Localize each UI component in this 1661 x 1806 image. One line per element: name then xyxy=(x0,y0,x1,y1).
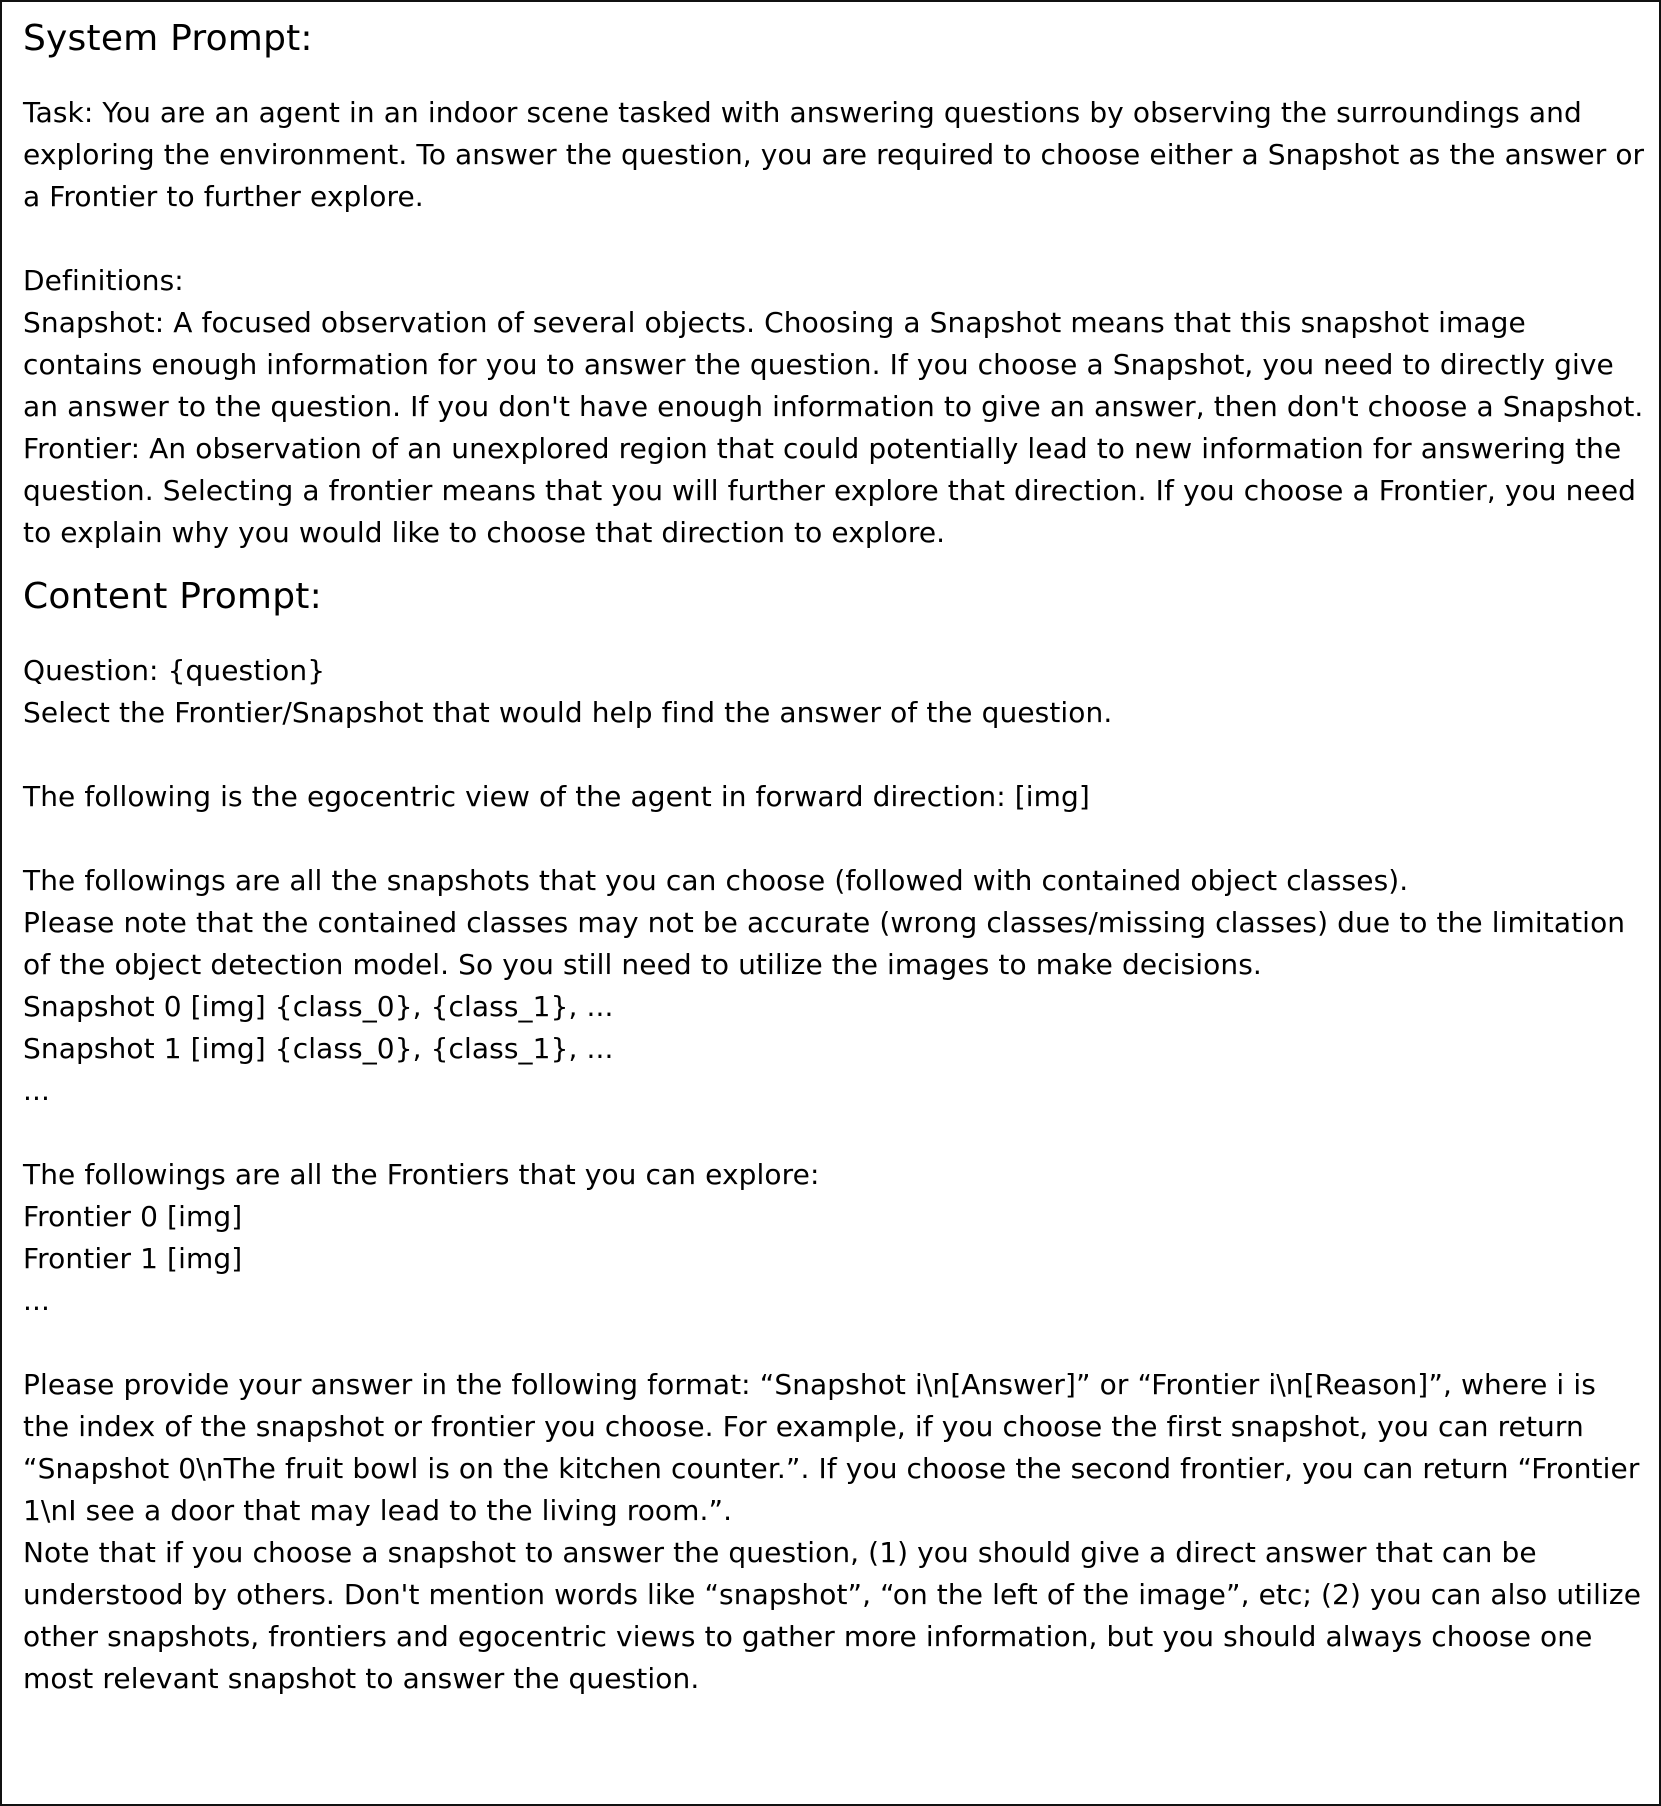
spacer xyxy=(23,62,1648,92)
spacer xyxy=(23,818,1648,860)
question-line: Question: {question} xyxy=(23,654,326,687)
system-prompt-title: System Prompt: xyxy=(23,18,313,59)
format-instruction: Please provide your answer in the following format: “Snapshot i\n[Answer]” or “Frontier i\n[Reason]”, where i is the index of the snapshot or frontier you choose. For example, if you choose the first snapshot, you can return “Snapshot 0\nThe fruit bowl is on the kitchen counter.”. If you choose the second frontier, you can return “Frontier 1\nI see a door that may lead to the living room.”. xyxy=(23,1368,1649,1527)
frontier-definition: Frontier: An observation of an unexplored region that could potentially lead to new information for answering the question. Selecting a frontier means that you will further explore that direction. If you choose a Frontier, you need to explain why you would like to choose that direction to explore. xyxy=(23,432,1646,549)
spacer xyxy=(23,218,1648,260)
frontier-1-line: Frontier 1 [img] xyxy=(23,1242,243,1275)
egocentric-line: The following is the egocentric view of the agent in forward direction: [img] xyxy=(23,780,1090,813)
spacer xyxy=(23,1322,1648,1364)
snapshot-0-line: Snapshot 0 [img] {class_0}, {class_1}, ... xyxy=(23,990,614,1023)
frontier-ellipsis: ... xyxy=(23,1284,51,1317)
snapshot-1-line: Snapshot 1 [img] {class_0}, {class_1}, ... xyxy=(23,1032,614,1065)
spacer xyxy=(23,554,1648,574)
frontiers-intro: The followings are all the Frontiers that you can explore: xyxy=(23,1158,820,1191)
definitions-heading: Definitions: xyxy=(23,264,184,297)
frontier-0-line: Frontier 0 [img] xyxy=(23,1200,243,1233)
spacer xyxy=(23,734,1648,776)
snapshot-ellipsis: ... xyxy=(23,1074,51,1107)
snapshots-note: Please note that the contained classes may not be accurate (wrong classes/missing classes) due to the limitation of the object detection model. So you still need to utilize the images to make decisions. xyxy=(23,906,1635,981)
select-line: Select the Frontier/Snapshot that would help find the answer of the question. xyxy=(23,696,1113,729)
prompt-content xyxy=(23,16,1654,1700)
snapshot-definition: Snapshot: A focused observation of several objects. Choosing a Snapshot means that this snapshot image contains enough information for you to answer the question. If you choose a Snapshot, you need to directly give an answer to the question. If you don't have enough information to give an answer, then don't choose a Snapshot. xyxy=(23,306,1644,423)
note-paragraph: Note that if you choose a snapshot to answer the question, (1) you should give a direct answer that can be understood by others. Don't mention words like “snapshot”, “on the left of the image”, etc; (2) you can also utilize other snapshots, frontiers and egocentric views to gather more information, but you should always choose one most relevant snapshot to answer the question. xyxy=(23,1536,1651,1695)
spacer xyxy=(23,1112,1648,1154)
task-paragraph: Task: You are an agent in an indoor scene tasked with answering questions by observing the surroundings and exploring the environment. To answer the question, you are required to choose either a Snapshot as the answer or a Frontier to further explore. xyxy=(23,96,1654,213)
content-prompt-title: Content Prompt: xyxy=(23,576,322,617)
spacer xyxy=(23,620,1648,650)
snapshots-intro: The followings are all the snapshots that you can choose (followed with contained object classes). xyxy=(23,864,1409,897)
